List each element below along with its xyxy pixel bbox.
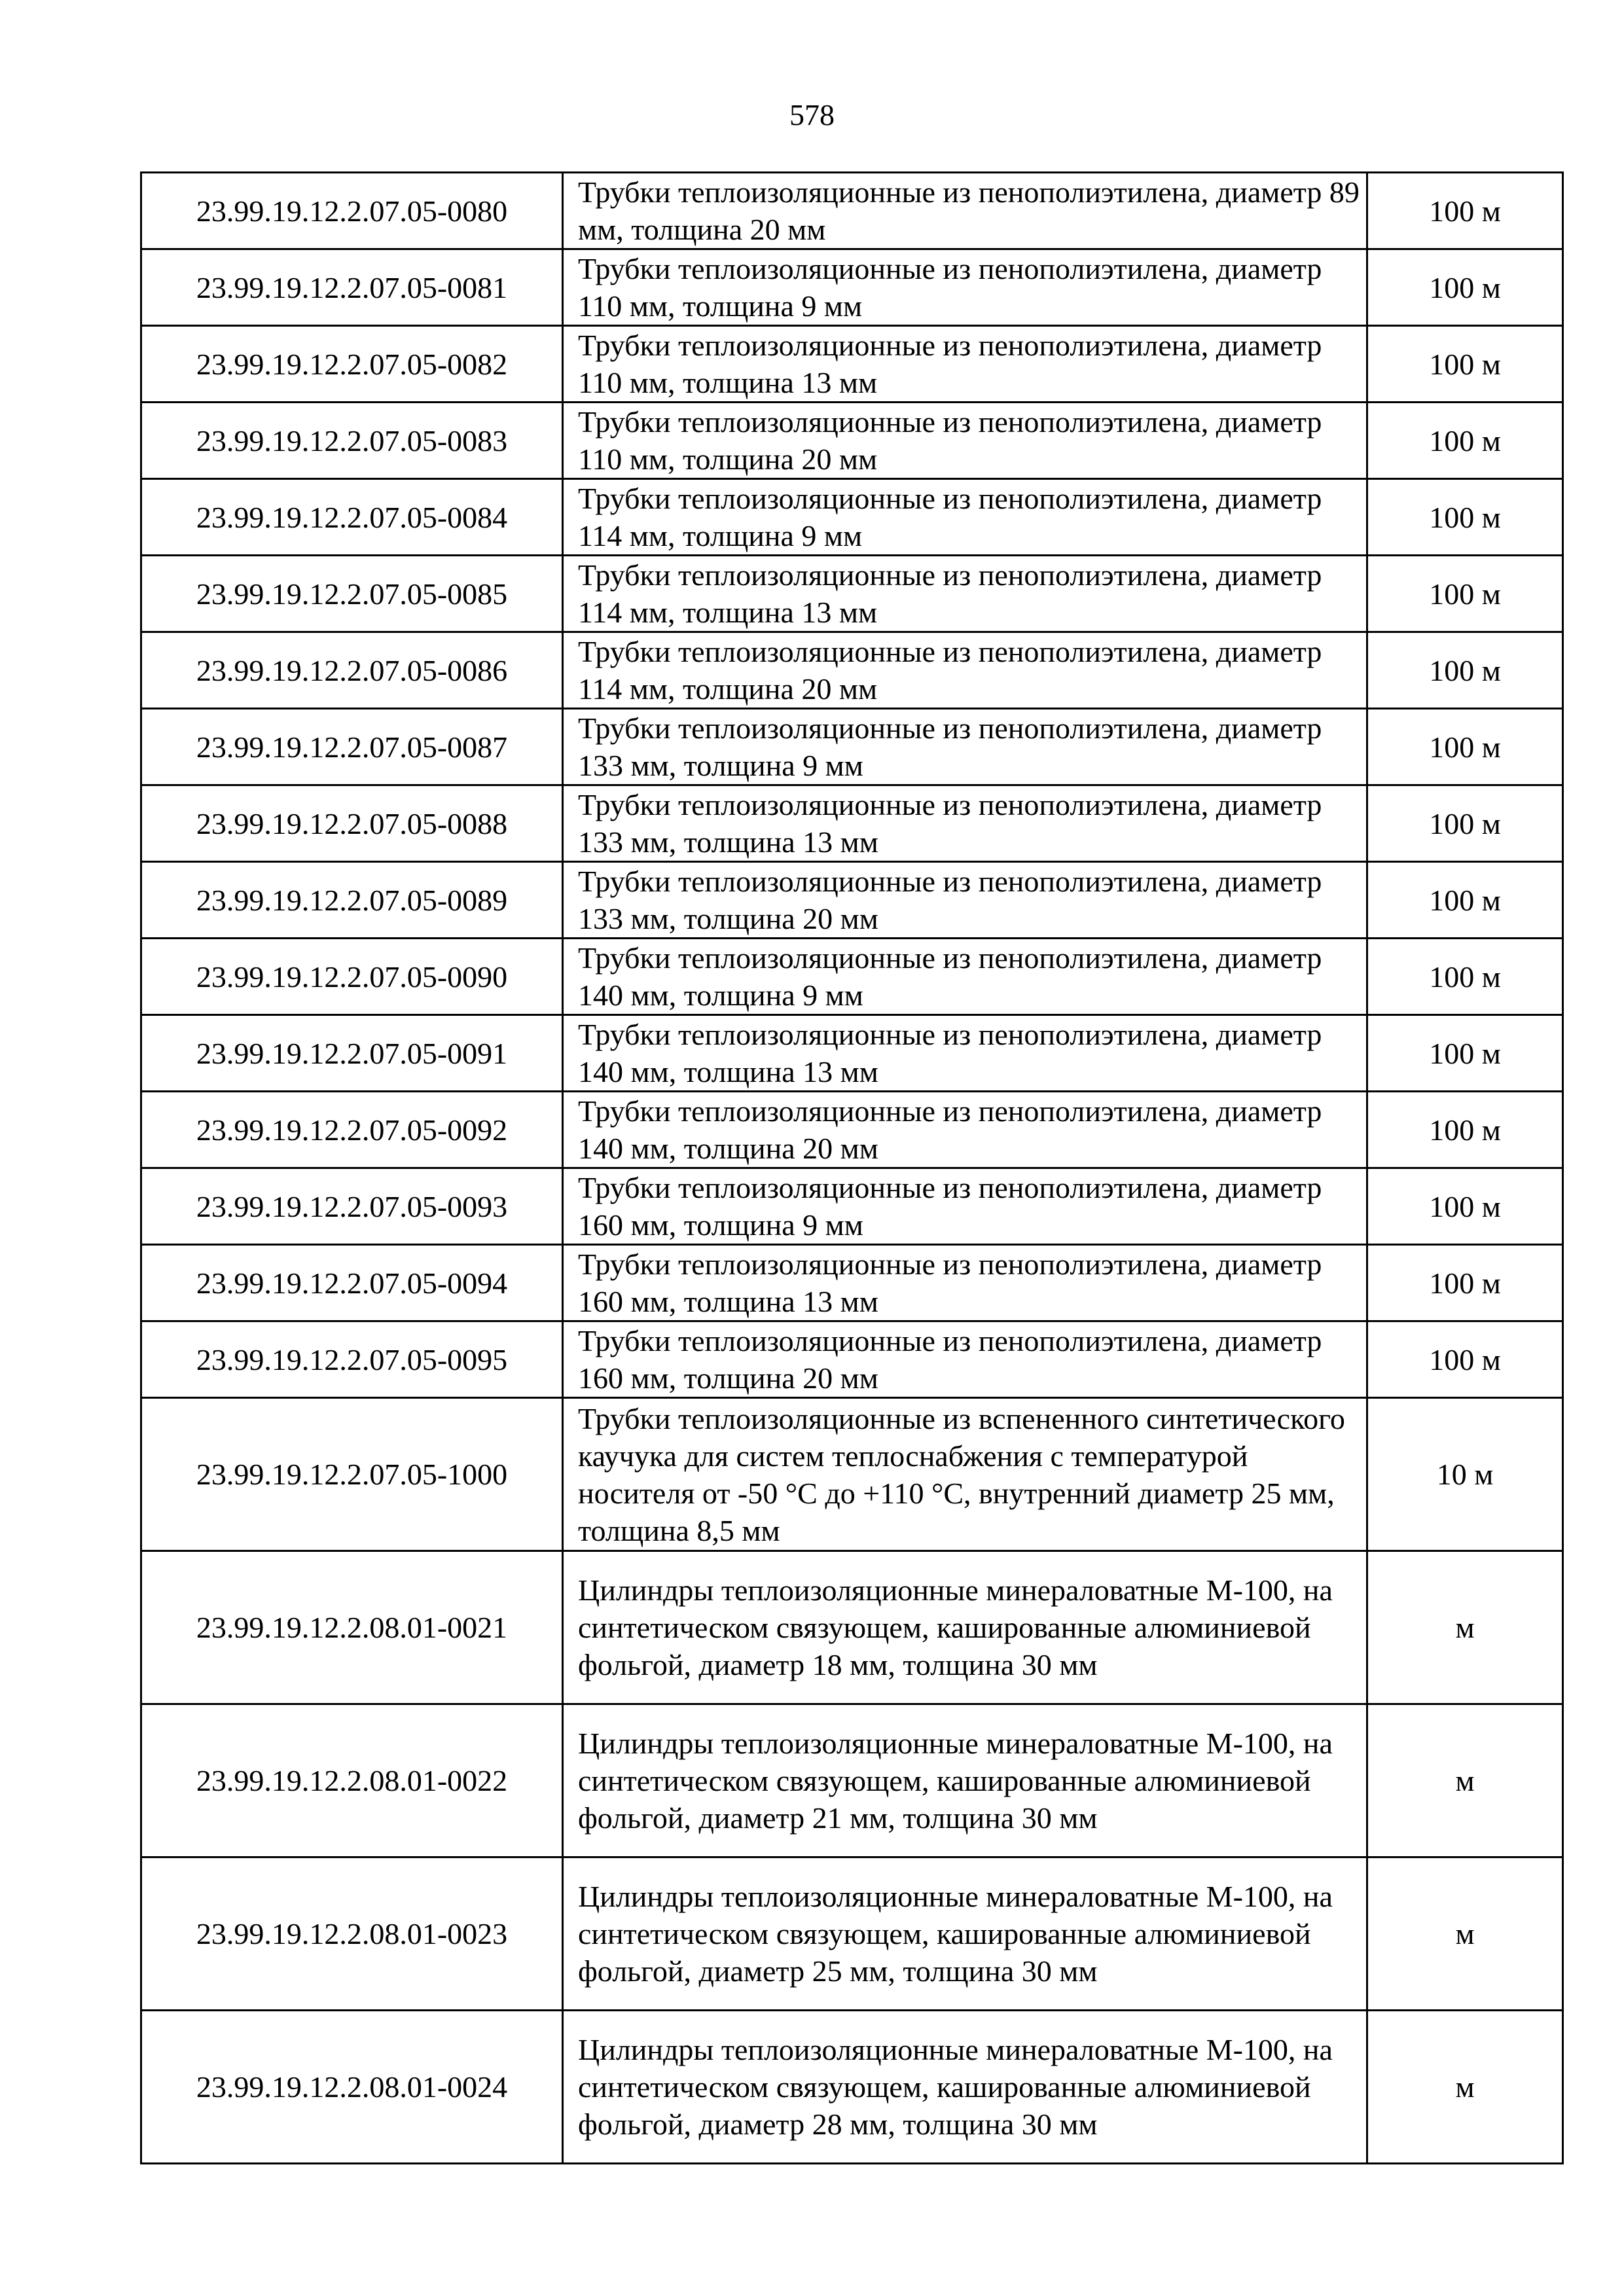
resource-unit: 100 м [1367,939,1563,1015]
resource-description: Трубки теплоизоляционные из пенополиэтилена, диаметр 114 мм, толщина 9 мм [563,479,1367,556]
resource-description: Трубки теплоизоляционные из пенополиэтилена, диаметр 140 мм, толщина 9 мм [563,939,1367,1015]
resource-code: 23.99.19.12.2.08.01-0022 [141,1704,563,1857]
resource-description: Цилиндры теплоизоляционные минераловатные М-100, на синтетическом связующем, кашированные алюминиевой фольгой, диаметр 25 мм, толщина 30 мм [563,1857,1367,2011]
resource-code: 23.99.19.12.2.07.05-0090 [141,939,563,1015]
resource-description: Трубки теплоизоляционные из пенополиэтилена, диаметр 133 мм, толщина 20 мм [563,862,1367,939]
resource-unit: м [1367,1551,1563,1704]
resource-description: Трубки теплоизоляционные из пенополиэтилена, диаметр 114 мм, толщина 20 мм [563,632,1367,709]
resource-unit: м [1367,1704,1563,1857]
resource-unit: 100 м [1367,632,1563,709]
table-row [141,173,1563,249]
resource-unit: 100 м [1367,862,1563,939]
resource-description: Трубки теплоизоляционные из пенополиэтилена, диаметр 110 мм, толщина 13 мм [563,326,1367,403]
page-number: 578 [789,98,835,132]
table-row [141,479,1563,556]
resource-table [140,171,1564,2164]
resource-unit: 100 м [1367,249,1563,326]
table-row [141,2011,1563,2164]
table-row [141,939,1563,1015]
resource-description: Трубки теплоизоляционные из пенополиэтилена, диаметр 160 мм, толщина 13 мм [563,1245,1367,1321]
table-row [141,556,1563,632]
table-row [141,403,1563,479]
table-row [141,326,1563,403]
resource-unit: 100 м [1367,1092,1563,1168]
resource-code: 23.99.19.12.2.08.01-0021 [141,1551,563,1704]
table-row [141,709,1563,785]
resource-code: 23.99.19.12.2.07.05-0085 [141,556,563,632]
resource-code: 23.99.19.12.2.07.05-0086 [141,632,563,709]
resource-description: Трубки теплоизоляционные из пенополиэтилена, диаметр 110 мм, толщина 20 мм [563,403,1367,479]
resource-code: 23.99.19.12.2.07.05-0094 [141,1245,563,1321]
resource-unit: м [1367,1857,1563,2011]
resource-unit: 10 м [1367,1398,1563,1551]
resource-unit: 100 м [1367,403,1563,479]
resource-description: Трубки теплоизоляционные из вспененного синтетического каучука для систем теплоснабжения с температурой носителя от -50 °С до +110 °С, внутренний диаметр 25 мм, толщина 8,5 мм [563,1398,1367,1551]
resource-code: 23.99.19.12.2.07.05-0089 [141,862,563,939]
resource-code: 23.99.19.12.2.07.05-0088 [141,785,563,862]
resource-unit: 100 м [1367,1321,1563,1398]
table-row [141,785,1563,862]
table-row [141,1092,1563,1168]
table-row [141,1398,1563,1551]
table-row [141,862,1563,939]
table-row [141,1168,1563,1245]
resource-code: 23.99.19.12.2.07.05-0093 [141,1168,563,1245]
resource-description: Трубки теплоизоляционные из пенополиэтилена, диаметр 140 мм, толщина 20 мм [563,1092,1367,1168]
resource-description: Трубки теплоизоляционные из пенополиэтилена, диаметр 110 мм, толщина 9 мм [563,249,1367,326]
table-row [141,1015,1563,1092]
resource-table-body [141,173,1563,2164]
resource-unit: 100 м [1367,1015,1563,1092]
resource-description: Трубки теплоизоляционные из пенополиэтилена, диаметр 140 мм, толщина 13 мм [563,1015,1367,1092]
resource-description: Цилиндры теплоизоляционные минераловатные М-100, на синтетическом связующем, кашированные алюминиевой фольгой, диаметр 18 мм, толщина 30 мм [563,1551,1367,1704]
resource-unit: 100 м [1367,1168,1563,1245]
resource-description: Трубки теплоизоляционные из пенополиэтилена, диаметр 160 мм, толщина 9 мм [563,1168,1367,1245]
resource-code: 23.99.19.12.2.07.05-0081 [141,249,563,326]
resource-description: Трубки теплоизоляционные из пенополиэтилена, диаметр 89 мм, толщина 20 мм [563,173,1367,249]
resource-unit: 100 м [1367,479,1563,556]
resource-unit: 100 м [1367,1245,1563,1321]
resource-description: Трубки теплоизоляционные из пенополиэтилена, диаметр 133 мм, толщина 13 мм [563,785,1367,862]
resource-code: 23.99.19.12.2.07.05-1000 [141,1398,563,1551]
resource-code: 23.99.19.12.2.07.05-0084 [141,479,563,556]
table-row [141,1704,1563,1857]
resource-description: Цилиндры теплоизоляционные минераловатные М-100, на синтетическом связующем, кашированные алюминиевой фольгой, диаметр 21 мм, толщина 30 мм [563,1704,1367,1857]
resource-unit: 100 м [1367,785,1563,862]
resource-code: 23.99.19.12.2.07.05-0080 [141,173,563,249]
resource-code: 23.99.19.12.2.08.01-0024 [141,2011,563,2164]
resource-code: 23.99.19.12.2.07.05-0083 [141,403,563,479]
resource-unit: 100 м [1367,709,1563,785]
table-row [141,1321,1563,1398]
resource-description: Цилиндры теплоизоляционные минераловатные М-100, на синтетическом связующем, кашированные алюминиевой фольгой, диаметр 28 мм, толщина 30 мм [563,2011,1367,2164]
resource-code: 23.99.19.12.2.07.05-0091 [141,1015,563,1092]
resource-description: Трубки теплоизоляционные из пенополиэтилена, диаметр 133 мм, толщина 9 мм [563,709,1367,785]
resource-description: Трубки теплоизоляционные из пенополиэтилена, диаметр 114 мм, толщина 13 мм [563,556,1367,632]
resource-unit: 100 м [1367,173,1563,249]
resource-code: 23.99.19.12.2.07.05-0087 [141,709,563,785]
table-row [141,1551,1563,1704]
table-row [141,1245,1563,1321]
resource-code: 23.99.19.12.2.08.01-0023 [141,1857,563,2011]
table-row [141,249,1563,326]
resource-unit: м [1367,2011,1563,2164]
resource-description: Трубки теплоизоляционные из пенополиэтилена, диаметр 160 мм, толщина 20 мм [563,1321,1367,1398]
resource-unit: 100 м [1367,326,1563,403]
table-row [141,1857,1563,2011]
resource-code: 23.99.19.12.2.07.05-0092 [141,1092,563,1168]
resource-unit: 100 м [1367,556,1563,632]
resource-code: 23.99.19.12.2.07.05-0095 [141,1321,563,1398]
resource-code: 23.99.19.12.2.07.05-0082 [141,326,563,403]
table-row [141,632,1563,709]
